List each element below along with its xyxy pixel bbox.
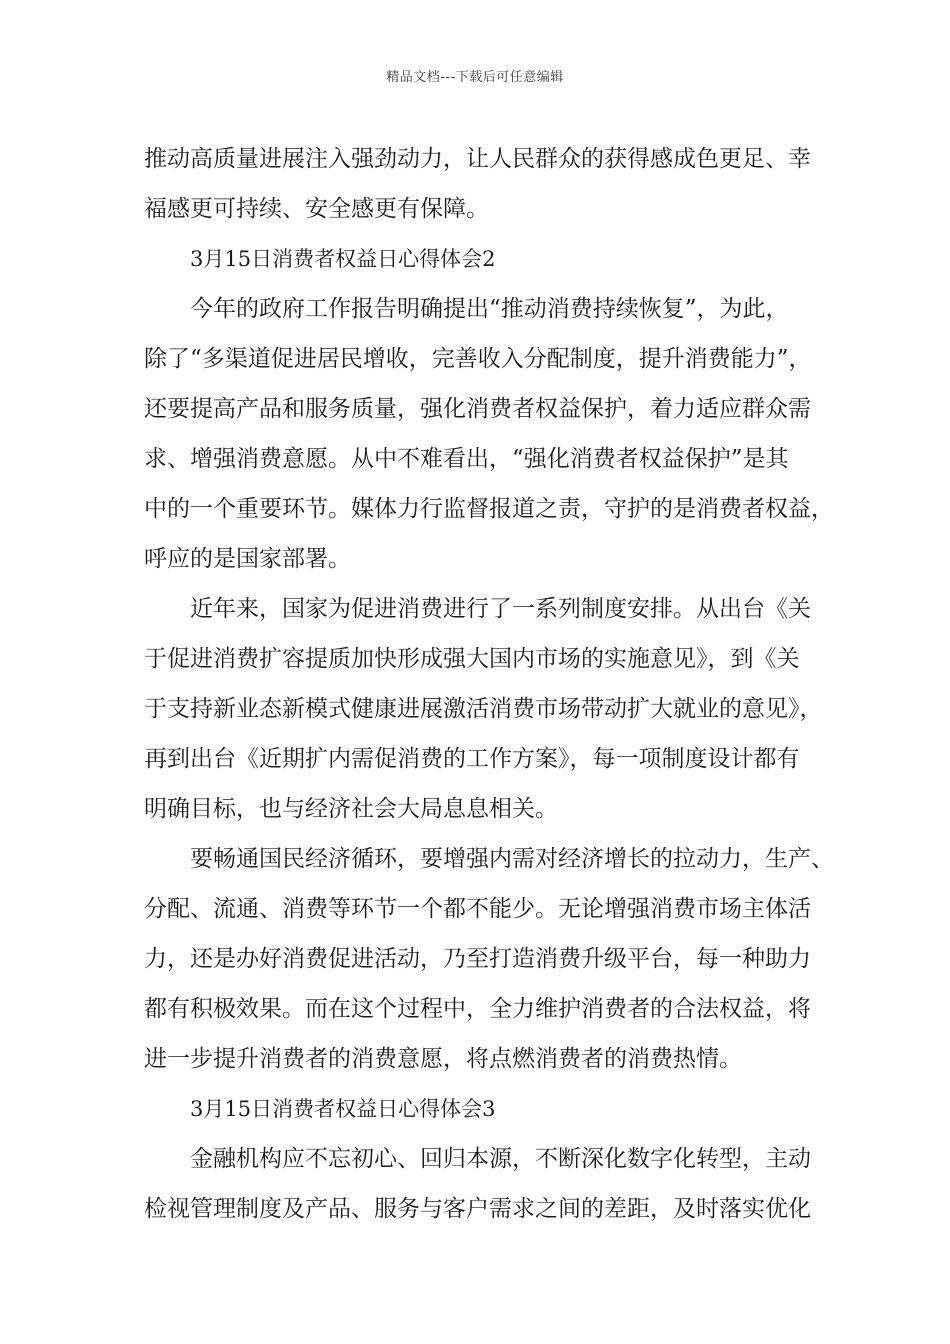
text-line: 金融机构应不忘初心、回归本源，不断深化数字化转型，主动 (190, 1146, 811, 1172)
text-line: 推动高质量进展注入强劲动力，让人民群众的获得感成色更足、幸 (144, 146, 811, 172)
text-line: 要畅通国民经济循环，要增强内需对经济增长的拉动力，生产、 (190, 846, 834, 872)
paragraph-3 (144, 584, 834, 834)
paragraph-4 (144, 834, 834, 1084)
text-line: 求、增强消费意愿。从中不难看出，“强化消费者权益保护”是其 (144, 446, 789, 472)
text-line: 于支持新业态新模式健康进展激活消费市场带动扩大就业的意见》， (144, 696, 823, 722)
paragraph-2 (144, 284, 834, 584)
text-line: 明确目标，也与经济社会大局息息相关。 (144, 796, 558, 822)
text-line: 进一步提升消费者的消费意愿，将点燃消费者的消费热情。 (144, 1046, 742, 1072)
text-line: 呼应的是国家部署。 (144, 546, 351, 572)
text-line: 于促进消费扩容提质加快形成强大国内市场的实施意见》，到《关 (144, 646, 800, 672)
text-line: 还要提高产品和服务质量，强化消费者权益保护，着力适应群众需 (144, 396, 811, 422)
document-body (144, 134, 834, 1234)
section-heading-2: 3月15日消费者权益日心得体会2 (190, 247, 496, 271)
text-line: 今年的政府工作报告明确提出“推动消费持续恢复”，为此， (190, 296, 789, 322)
paragraph-1 (144, 134, 834, 234)
text-line: 都有积极效果。而在这个过程中，全力维护消费者的合法权益，将 (144, 996, 811, 1022)
page-header: 精品文档---下载后可任意编辑 (386, 70, 564, 85)
text-line: 近年来，国家为促进消费进行了一系列制度安排。从出台《关 (190, 596, 811, 622)
text-line: 除了“多渠道促进居民增收，完善收入分配制度，提升消费能力”， (144, 346, 812, 372)
text-line: 福感更可持续、安全感更有保障。 (144, 196, 489, 222)
text-line: 力，还是办好消费促进活动，乃至打造消费升级平台，每一种助力 (144, 946, 811, 972)
section-heading-3: 3月15日消费者权益日心得体会3 (190, 1097, 496, 1121)
paragraph-5 (144, 1134, 834, 1234)
text-line: 再到出台《近期扩内需促消费的工作方案》，每一项制度设计都有 (144, 746, 800, 772)
text-line: 检视管理制度及产品、服务与客户需求之间的差距，及时落实优化 (144, 1196, 811, 1222)
text-line: 中的一个重要环节。媒体力行监督报道之责，守护的是消费者权益， (144, 496, 834, 522)
text-line: 分配、流通、消费等环节一个都不能少。无论增强消费市场主体活 (144, 896, 811, 922)
